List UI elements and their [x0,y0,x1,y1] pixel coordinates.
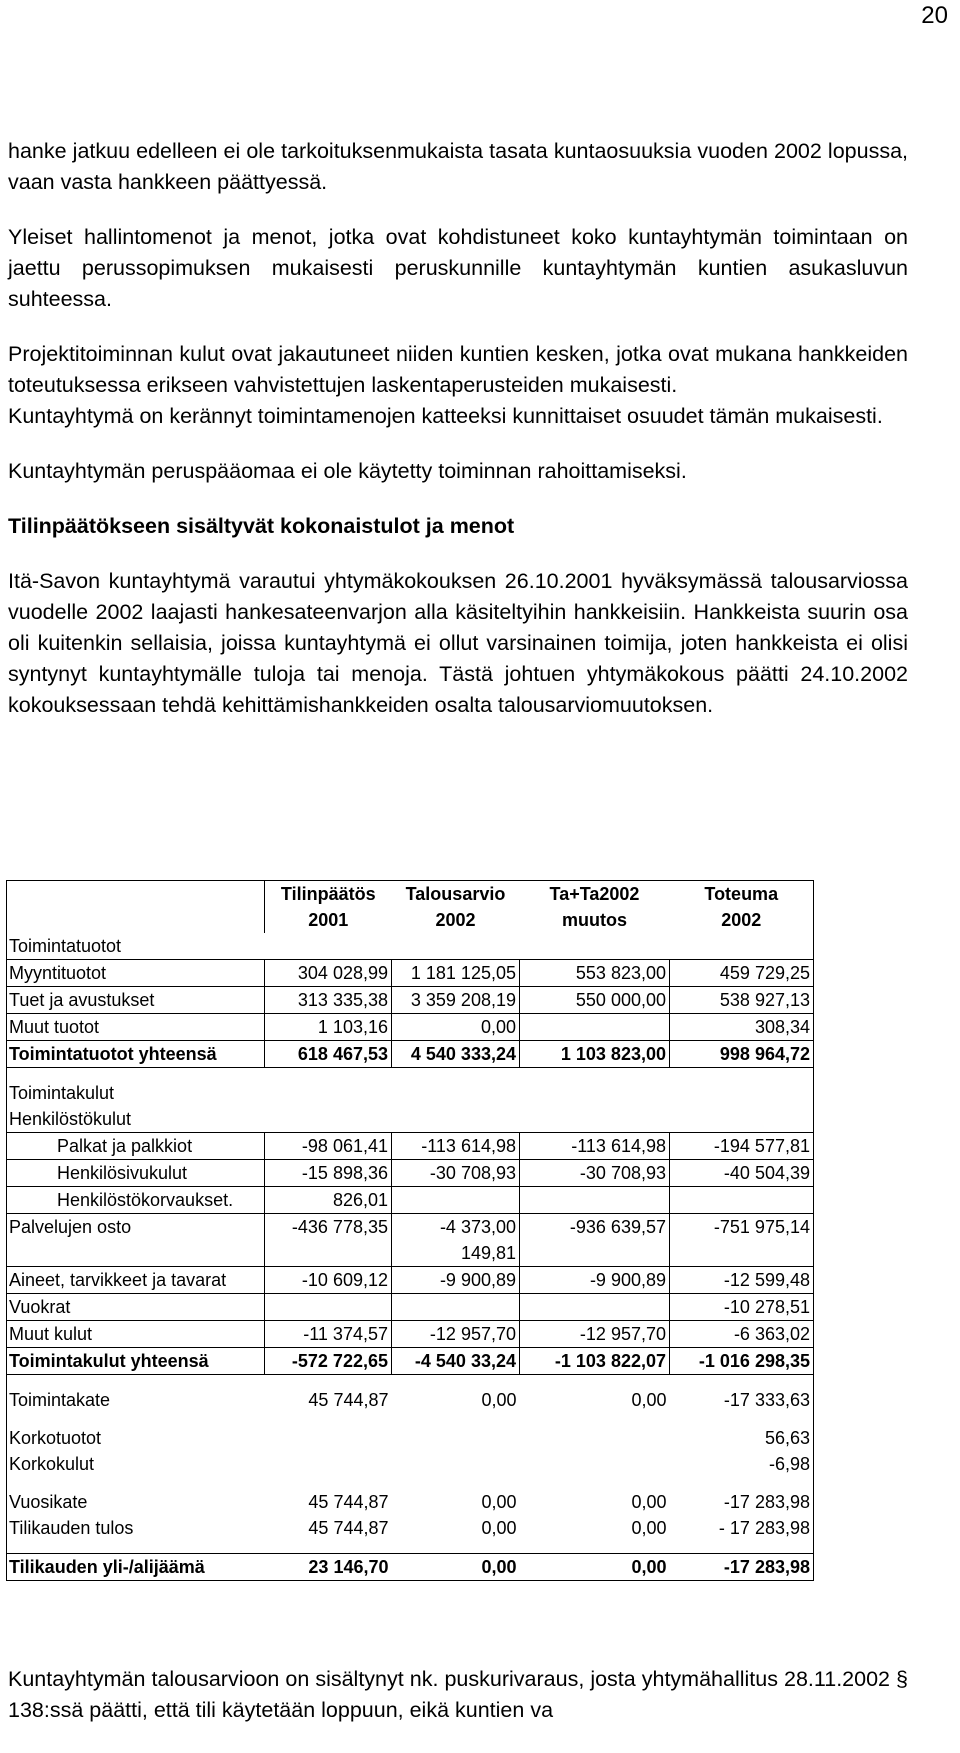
table-row-total: Toimintakulut yhteensä -572 722,65 -4 540 33,24 -1 103 822,07 -1 016 298,35 [7,1348,814,1375]
paragraph-2: Yleiset hallintomenot ja menot, jotka ovat kohdistuneet koko kuntayhtymän toimintaan on jaettu perussopimuksen mukaisesti peruskunnille kuntayhtymän kuntien asukasluvun suhteessa. [8,225,908,311]
table-row: Myyntituotot 304 028,99 1 181 125,05 553 823,00 459 729,25 [7,960,814,987]
table-row: Vuokrat -10 278,51 [7,1294,814,1321]
table-row: Korkokulut -6,98 [9,1454,810,1474]
body-text [8,136,908,745]
table-row: Toimintatuotot [9,936,122,956]
table-row: Henkilöstökorvaukset. 826,01 [7,1187,814,1214]
table-row: Toimintakate 45 744,87 0,00 0,00 -17 333,63 [9,1390,810,1410]
table-row: Toimintakulut [9,1083,115,1103]
paragraph-1: hanke jatkuu edelleen ei ole tarkoituksenmukaista tasata kuntaosuuksia vuoden 2002 lopussa, vaan vasta hankkeen päättyessä. [8,139,908,194]
col-header-tilinpaatos: Tilinpäätös [280,884,376,904]
table-row: Korkotuotot 56,63 [9,1428,810,1448]
table-row: Palvelujen osto -436 778,35 -4 373,00 -936 639,57 -751 975,14 [7,1214,814,1241]
col-header-talousarvio: Talousarvio [405,884,506,904]
col-header-toteuma: Toteuma [704,884,779,904]
table-row: 149,81 [7,1240,814,1267]
table-row: Tilikauden tulos 45 744,87 0,00 0,00 - 17 283,98 [9,1518,810,1538]
paragraph-5: Kuntayhtymän peruspääomaa ei ole käytetty toiminnan rahoittamiseksi. [8,459,687,483]
paragraph-6: Itä-Savon kuntayhtymä varautui yhtymäkokouksen 26.10.2001 hyväksymässä talousarviossa vuodelle 2002 laajasti hankesateenvarjon alla käsiteltyihin hankkeisiin. Hankkeista suurin osa oli kuitenkin sellaisia, joissa kuntayhtymä ei ollut varsinainen toimija, joten hankkeista ei olisi syntynyt kuntayhtymälle tuloja tai menoja. Tästä johtuen yhtymäkokous päätti 24.10.2002 kokouksessaan tehdä kehittämishankkeiden osalta talousarviomuutoksen. [8,569,908,717]
bottom-paragraph: Kuntayhtymän talousarvioon on sisältynyt nk. puskurivaraus, josta yhtymähallitus 28.11.2002 § 138:ssä päätti, että tili käytetään loppuun, eikä kuntien va [8,1667,908,1722]
table-row: Muut tuotot 1 103,16 0,00 308,34 [7,1014,814,1041]
paragraph-3: Projektitoiminnan kulut ovat jakautuneet niiden kuntien kesken, jotka ovat mukana hankkeiden toteutuksessa erikseen vahvistettujen laskentaperusteiden mukaisesti. [8,342,908,397]
table-row: Vuosikate 45 744,87 0,00 0,00 -17 283,98 [9,1492,810,1512]
table-row: Aineet, tarvikkeet ja tavarat -10 609,12 -9 900,89 -9 900,89 -12 599,48 [7,1267,814,1294]
table-header-row-2: 2001 2002 muutos 2002 [7,907,814,933]
table-row: Henkilösivukulut -15 898,36 -30 708,93 -30 708,93 -40 504,39 [7,1160,814,1187]
paragraph-4: Kuntayhtymä on kerännyt toimintamenojen katteeksi kunnittaiset osuudet tämän mukaisesti. [8,404,883,428]
table-row: Henkilöstökulut [9,1109,132,1129]
page-number: 20 [921,2,948,29]
table-row: Palkat ja palkkiot -98 061,41 -113 614,98 -113 614,98 -194 577,81 [7,1133,814,1160]
table-row: Tuet ja avustukset 313 335,38 3 359 208,19 550 000,00 538 927,13 [7,987,814,1014]
table-row: Muut kulut -11 374,57 -12 957,70 -12 957,70 -6 363,02 [7,1321,814,1348]
financial-table [6,880,814,1581]
table-header-row [7,881,814,908]
table-row-result: Tilikauden yli-/alijäämä 23 146,70 0,00 0,00 -17 283,98 [7,1554,814,1581]
section-heading: Tilinpäätökseen sisältyvät kokonaistulot ja menot [8,514,515,538]
table-row-total: Toimintatuotot yhteensä 618 467,53 4 540 333,24 1 103 823,00 998 964,72 [7,1041,814,1068]
col-header-muutos: Ta+Ta2002 [549,884,640,904]
